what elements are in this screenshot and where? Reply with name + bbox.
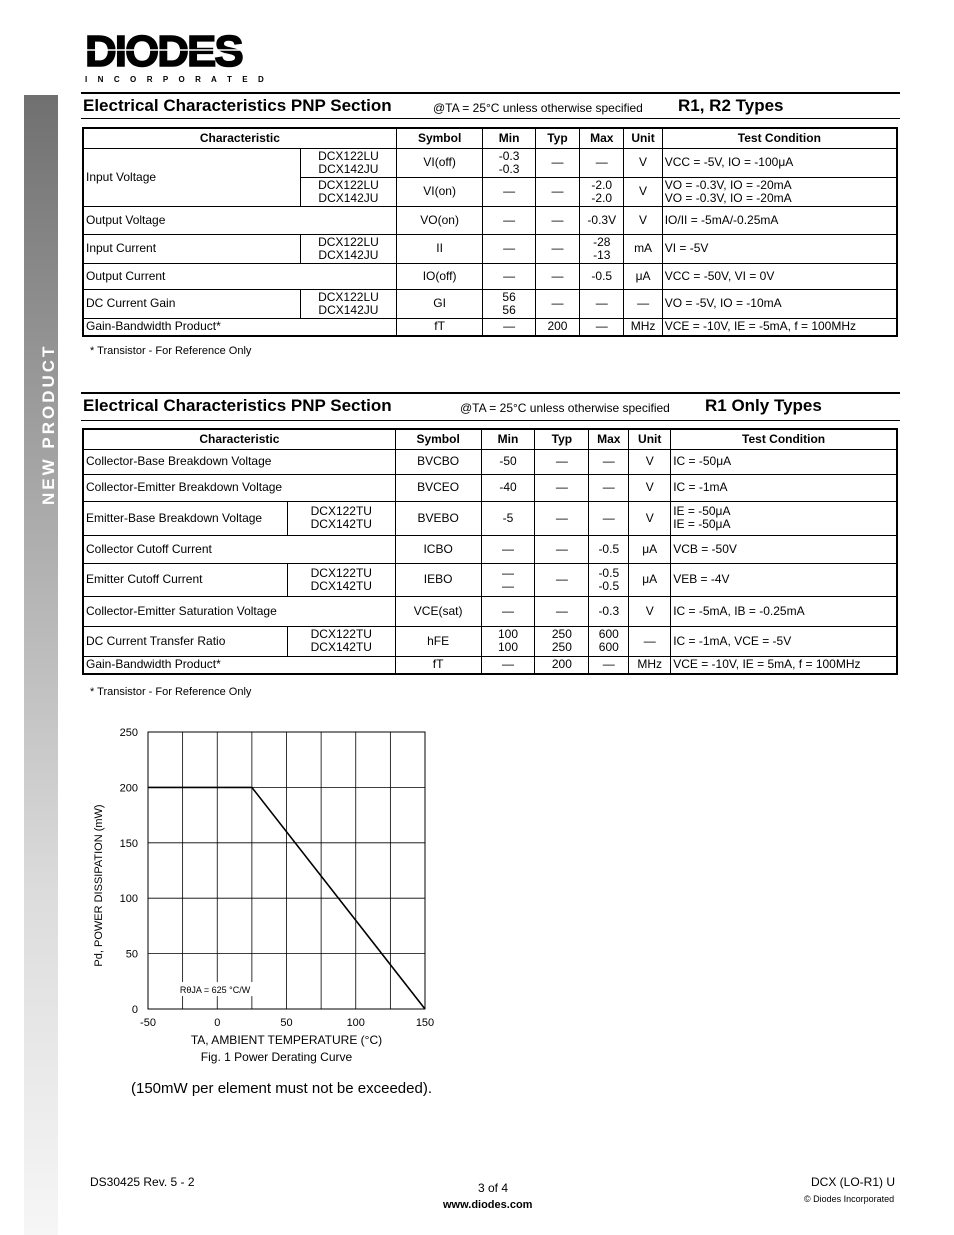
test-condition-cell: VI = -5V [662,234,897,263]
typ-cell: — [535,501,589,535]
symbol-cell: VI(off) [396,148,483,177]
logo-wordmark: DIODES [85,30,242,76]
test-condition-cell: IO/II = -5mA/-0.25mA [662,206,897,234]
column-header: Unit [629,429,671,449]
section1-title: Electrical Characteristics PNP Section [83,96,392,115]
table-row [83,656,897,674]
test-condition-cell: IC = -50μA [671,449,897,474]
max-cell: -0.3 [589,596,629,626]
column-header: Test Condition [671,429,897,449]
max-cell: — [580,318,624,336]
typ-cell: — [535,206,579,234]
x-tick-label: 100 [346,1017,365,1029]
symbol-cell: hFE [395,626,481,656]
unit-cell: MHz [624,318,662,336]
test-condition-cell: VO = -5V, IO = -10mA [662,289,897,318]
symbol-cell: BVEBO [395,501,481,535]
column-header: Characteristic [83,128,396,148]
typ-cell: — [535,177,579,206]
max-cell: — [589,501,629,535]
table-row [83,535,897,563]
min-cell: — [483,318,535,336]
unit-cell: mA [624,234,662,263]
unit-cell: V [629,474,671,501]
characteristic-cell: Emitter-Base Breakdown Voltage [83,501,287,535]
y-tick-label: 200 [119,782,138,795]
characteristic-cell: Output Voltage [83,206,396,234]
table-row [83,148,897,177]
symbol-cell: IEBO [395,563,481,596]
section1-note: * Transistor - For Reference Only [90,345,252,357]
section1-types: R1, R2 Types [678,96,784,115]
x-tick-label: -50 [140,1017,156,1029]
y-tick-label: 100 [119,893,138,906]
min-cell: — [483,206,535,234]
unit-cell: — [629,626,671,656]
characteristic-cell: Input Voltage [83,148,301,206]
symbol-cell: fT [396,318,483,336]
column-header: Unit [624,128,662,148]
test-condition-cell: VCE = -10V, IE = 5mA, f = 100MHz [671,656,897,674]
table-row [83,234,897,263]
table-row [83,563,897,596]
characteristic-cell: DC Current Transfer Ratio [83,626,287,656]
part-number-cell: DCX122LU DCX142JU [301,234,397,263]
characteristic-cell: Collector-Base Breakdown Voltage [83,449,395,474]
typ-cell: — [535,596,589,626]
table-row [83,501,897,535]
min-cell: — [481,535,535,563]
characteristic-cell: Collector-Emitter Breakdown Voltage [83,474,395,501]
max-cell: 600 600 [589,626,629,656]
unit-cell: μA [624,263,662,289]
unit-cell: μA [629,563,671,596]
max-cell: -28 -13 [580,234,624,263]
section1-bottom-rule [81,118,900,119]
table-row [83,263,897,289]
symbol-cell: GI [396,289,483,318]
test-condition-cell: VCE = -10V, IE = -5mA, f = 100MHz [662,318,897,336]
y-axis-label: Pd, POWER DISSIPATION (mW) [93,804,105,967]
min-cell: -0.3 -0.3 [483,148,535,177]
max-cell: -0.5 [589,535,629,563]
typ-cell: — [535,234,579,263]
test-condition-cell: VEB = -4V [671,563,897,596]
chart-note: (150mW per element must not be exceeded). [131,1080,432,1097]
logo-subtitle: I N C O R P O R A T E D [85,75,268,84]
typ-cell: — [535,263,579,289]
max-cell: — [580,289,624,318]
footer-page-number: 3 of 4 [478,1181,509,1195]
table-row [83,206,897,234]
typ-cell: — [535,535,589,563]
unit-cell: V [629,449,671,474]
part-number-cell: DCX122LU DCX142JU [301,289,397,318]
unit-cell: — [624,289,662,318]
section1-table [82,127,898,337]
symbol-cell: VO(on) [396,206,483,234]
min-cell: -40 [481,474,535,501]
symbol-cell: ICBO [395,535,481,563]
section2-note: * Transistor - For Reference Only [90,686,252,698]
column-header: Characteristic [83,429,395,449]
column-header: Typ [535,429,589,449]
y-tick-label: 0 [131,1004,138,1016]
min-cell: — — [481,563,535,596]
column-header: Min [483,128,535,148]
thermal-resistance-annotation: RθJA = 625 °C/W [179,985,251,996]
test-condition-cell: IE = -50μA IE = -50μA [671,501,897,535]
section2-types: R1 Only Types [705,396,822,415]
characteristic-cell: Gain-Bandwidth Product* [83,318,396,336]
column-header: Symbol [396,128,483,148]
unit-cell: MHz [629,656,671,674]
symbol-cell: BVCBO [395,449,481,474]
characteristic-cell: Collector Cutoff Current [83,535,395,563]
section2-table [82,428,898,675]
test-condition-cell: VCB = -50V [671,535,897,563]
unit-cell: V [629,596,671,626]
table-row [83,626,897,656]
diodes-logo [83,30,295,85]
test-condition-cell: VCC = -5V, IO = -100μA [662,148,897,177]
y-tick-label: 50 [125,948,138,961]
side-banner-label: NEW PRODUCT [39,343,58,505]
max-cell: -0.5 -0.5 [589,563,629,596]
x-axis-label: TA, AMBIENT TEMPERATURE (°C) [190,1033,383,1047]
footer-doc-number: DS30425 Rev. 5 - 2 [90,1175,195,1189]
footer-website-link[interactable]: www.diodes.com [443,1199,533,1211]
x-tick-label: 50 [280,1017,293,1029]
y-tick-label: 150 [119,837,138,850]
min-cell: -50 [481,449,535,474]
min-cell: 56 56 [483,289,535,318]
symbol-cell: VCE(sat) [395,596,481,626]
max-cell: — [589,474,629,501]
max-cell: -0.5 [580,263,624,289]
test-condition-cell: IC = -1mA [671,474,897,501]
column-header: Min [481,429,535,449]
table-row [83,474,897,501]
test-condition-cell: VO = -0.3V, IO = -20mA VO = -0.3V, IO = -20mA [662,177,897,206]
unit-cell: V [624,148,662,177]
column-header: Test Condition [662,128,897,148]
characteristic-cell: Emitter Cutoff Current [83,563,287,596]
typ-cell: — [535,449,589,474]
section2-title: Electrical Characteristics PNP Section [83,396,392,415]
characteristic-cell: Input Current [83,234,301,263]
typ-cell: 200 [535,318,579,336]
typ-cell: — [535,474,589,501]
min-cell: — [483,263,535,289]
symbol-cell: fT [395,656,481,674]
footer-part-number: DCX (LO-R1) U [811,1175,896,1189]
symbol-cell: II [396,234,483,263]
characteristic-cell: Gain-Bandwidth Product* [83,656,395,674]
min-cell: — [481,656,535,674]
column-header: Max [580,128,624,148]
section1-condition: @TA = 25°C unless otherwise specified [433,101,643,115]
part-number-cell: DCX122TU DCX142TU [287,626,395,656]
max-cell: — [580,148,624,177]
section1-top-rule [81,92,900,94]
part-number-cell: DCX122LU DCX142JU [301,177,397,206]
typ-cell: — [535,289,579,318]
symbol-cell: IO(off) [396,263,483,289]
side-banner [24,95,58,1235]
typ-cell: 200 [535,656,589,674]
min-cell: -5 [481,501,535,535]
part-number-cell: DCX122TU DCX142TU [287,501,395,535]
max-cell: — [589,449,629,474]
min-cell: — [483,234,535,263]
min-cell: — [483,177,535,206]
max-cell: — [589,656,629,674]
characteristic-cell: DC Current Gain [83,289,301,318]
power-derating-chart [80,720,450,1070]
column-header: Max [589,429,629,449]
unit-cell: V [624,206,662,234]
chart-title: Fig. 1 Power Derating Curve [200,1050,353,1064]
test-condition-cell: IC = -5mA, IB = -0.25mA [671,596,897,626]
table-row [83,318,897,336]
max-cell: -2.0 -2.0 [580,177,624,206]
typ-cell: 250 250 [535,626,589,656]
symbol-cell: VI(on) [396,177,483,206]
table-row [83,596,897,626]
x-tick-label: 0 [214,1017,221,1029]
part-number-cell: DCX122LU DCX142JU [301,148,397,177]
unit-cell: V [629,501,671,535]
part-number-cell: DCX122TU DCX142TU [287,563,395,596]
y-tick-label: 250 [119,727,138,739]
table-row [83,449,897,474]
min-cell: 100 100 [481,626,535,656]
symbol-cell: BVCEO [395,474,481,501]
section2-bottom-rule [81,420,900,421]
x-tick-label: 150 [415,1017,435,1029]
test-condition-cell: VCC = -50V, VI = 0V [662,263,897,289]
table-row [83,289,897,318]
characteristic-cell: Collector-Emitter Saturation Voltage [83,596,395,626]
typ-cell: — [535,563,589,596]
column-header: Typ [535,128,579,148]
unit-cell: μA [629,535,671,563]
unit-cell: V [624,177,662,206]
test-condition-cell: IC = -1mA, VCE = -5V [671,626,897,656]
section2-condition: @TA = 25°C unless otherwise specified [460,401,670,415]
footer-copyright: © Diodes Incorporated [804,1194,895,1204]
characteristic-cell: Output Current [83,263,396,289]
min-cell: — [481,596,535,626]
column-header: Symbol [395,429,481,449]
typ-cell: — [535,148,579,177]
section2-top-rule [81,392,900,394]
max-cell: -0.3V [580,206,624,234]
